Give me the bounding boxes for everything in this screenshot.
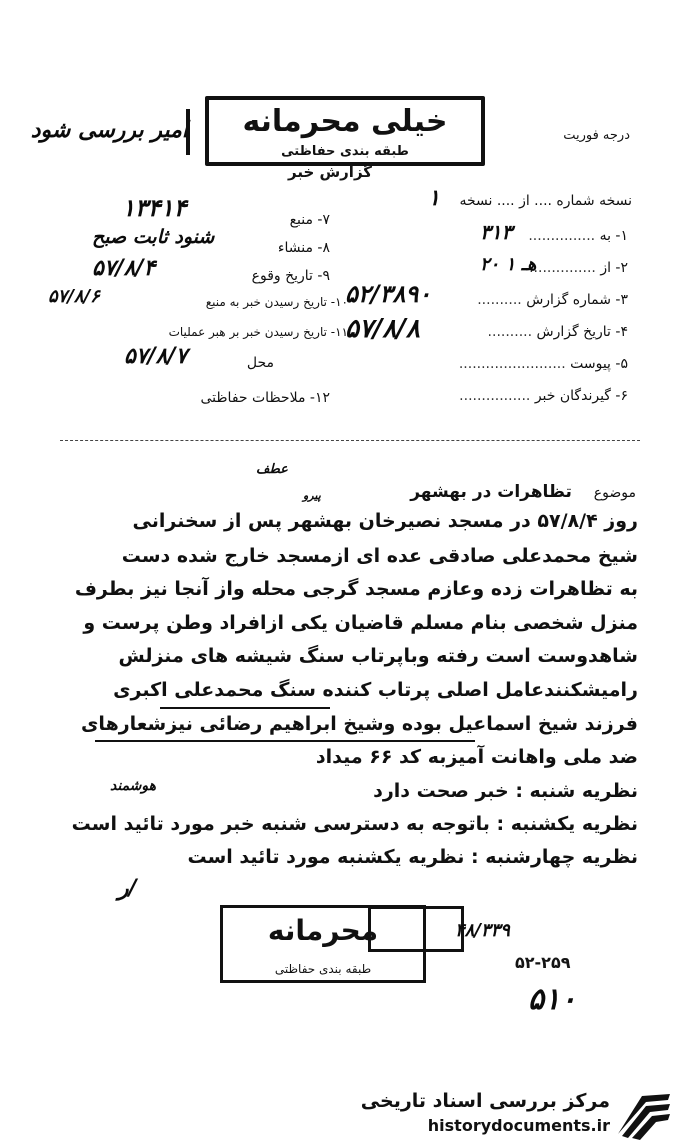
field-copy-number: نسخه شماره .... از .... نسخه [459, 193, 632, 209]
priority-label: درجه فوریت [563, 128, 630, 143]
classification-stamp-top [205, 96, 485, 166]
subject-line: موضوع تظاهرات در بهشهر [410, 482, 636, 502]
opinion-line: نظریه چهارشنبه : نظریه یکشنبه مورد تائید است [187, 846, 638, 868]
field-received-ops: ۱۱- تاریخ رسیدن خبر بر هبر عملیات [168, 325, 348, 339]
margin-note-peyro: پیرو [303, 489, 321, 502]
location-value: ۵۷/۸/۷ [124, 344, 188, 369]
field-origin: ۸- منشاء [277, 240, 330, 256]
field-to: ۱- به ............... [528, 228, 628, 244]
underline-name-2 [95, 740, 475, 742]
field-from: ۲- از ............... [529, 260, 628, 276]
from-value: ۲۰ هـ ۱ [480, 254, 537, 275]
handnote-end-mark: ر/ [118, 876, 137, 901]
body-line: فرزند شیخ اسماعیل بوده وشیخ ابراهیم رضائی نیزشعارهای [81, 713, 638, 735]
stamp-title: خیلی محرمانه [242, 104, 448, 139]
body-line: رامیشکنندعامل اصلی پرتاب کننده سنگ محمدعلی اکبری [113, 679, 638, 701]
report-title: گزارش خبر [287, 163, 373, 181]
received-source-value: ۵۷/۸/۶ [48, 286, 100, 307]
field-attachment: ۵- پیوست ........................ [458, 356, 628, 372]
field-recipients: ۶- گیرندگان خبر ................ [459, 388, 628, 404]
bottom-stamp-subtitle: طبقه بندی حفاظتی [274, 962, 372, 976]
field-incident-date: ۹- تاریخ وقوع [251, 268, 330, 284]
report-date-value: ۵۷/۸/۸ [345, 314, 420, 344]
footer-watermark [361, 1090, 610, 1135]
body-line: به تظاهرات زده وعازم مسجد گرجی محله واز آنجا نیز بطرف [74, 578, 638, 600]
field-notes: ۱۲- ملاحظات حفاظتی [200, 390, 330, 406]
field-received-source: ۱۰- تاریخ رسیدن خبر به منبع [205, 295, 348, 309]
bottom-stamp-title: محرمانه [267, 914, 379, 947]
incident-date-value: ۵۷/۸/۴ [92, 256, 156, 281]
body-line: روز ۵۷/۸/۴ در مسجد نصیرخان بهشهر پس از سخنرانی [132, 510, 638, 532]
field-report-date: ۴- تاریخ گزارش .......... [487, 324, 628, 340]
body-line: شاهدوست است رفته وباپرتاب سنگ شیشه های منزلش [118, 645, 638, 667]
opinion-line: نظریه یکشنبه : باتوجه به دسترسی شنبه خبر مورد تائید است [71, 813, 638, 835]
origin-value: شنود ثابت صبح [92, 226, 215, 248]
footer-url: historydocuments.ir [427, 1116, 610, 1135]
handnote-top-left: امیر بررسی شود [30, 118, 188, 143]
body-line: ضد ملی واهانت آمیزبه کد ۶۶ میداد [315, 746, 638, 768]
copy-handwritten: ۱ [428, 186, 440, 211]
opinion-line: نظریه شنبه : خبر صحت دارد [373, 780, 638, 802]
handnote-bracket [186, 109, 200, 155]
body-line: شیخ محمدعلی صادقی عده ای ازمسجد خارج شده دست [121, 545, 638, 567]
field-report-number: ۳- شماره گزارش .......... [477, 292, 628, 308]
to-value: ۳۱۳ [480, 220, 513, 244]
margin-note-atf: عطف [256, 462, 288, 477]
separator-line [60, 440, 640, 441]
registration-box [368, 906, 464, 952]
report-number-value: ۵۲/۳۸۹۰ [345, 280, 432, 308]
field-source: ۷- منبع [289, 212, 330, 228]
stamp-subtitle: طبقه بندی حفاظتی [281, 144, 409, 159]
underline-name-1 [160, 707, 330, 709]
archive-logo-icon [612, 1088, 676, 1142]
field-location: محل [246, 355, 274, 371]
bottom-stamp-code: ۴۸/۳۳۹ [455, 920, 510, 941]
body-line: منزل شخصی بنام مسلم قاضیان یکی ازافراد وطن پرست و [83, 612, 638, 634]
source-value: ۱۳۴۱۴ [122, 194, 187, 222]
bottom-number: ۵۱۰ [528, 982, 577, 1017]
handnote-side: هوشمند [110, 778, 157, 794]
bottom-code: ۵۲-۲۵۹ [515, 953, 571, 972]
footer-org-name: مرکز بررسی اسناد تاریخی [360, 1090, 610, 1112]
